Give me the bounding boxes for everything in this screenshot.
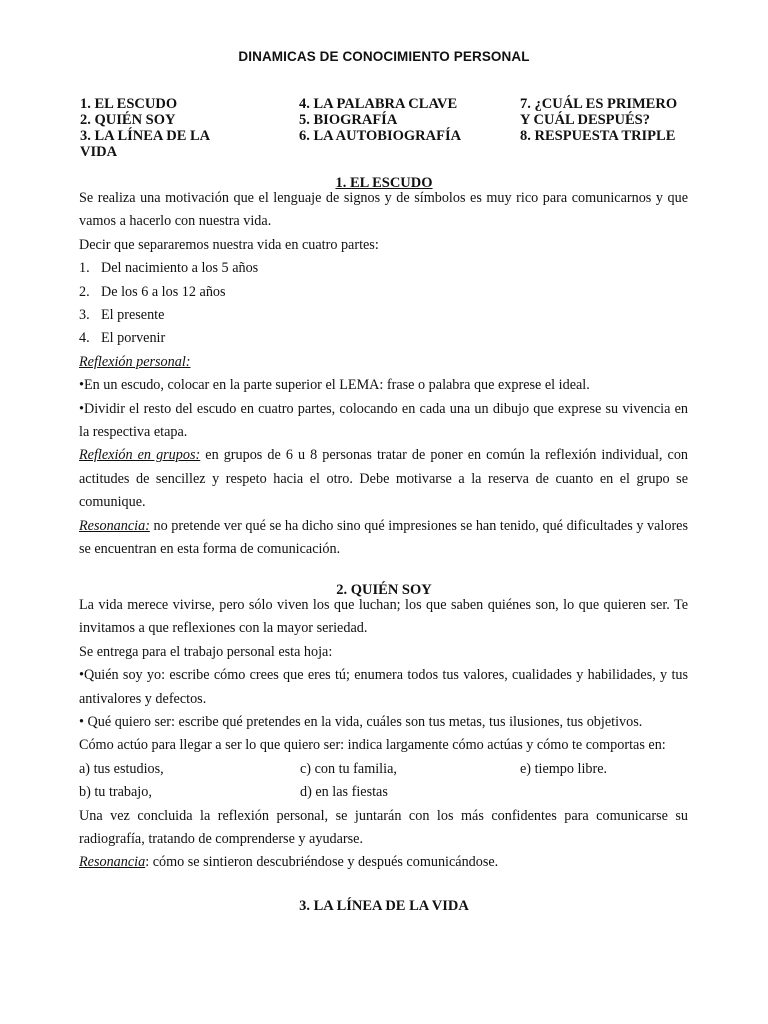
option-item: d) en las fiestas [300,784,388,801]
toc-item: 7. ¿CUÁL ES PRIMERO [520,96,678,112]
section-2-heading: 2. QUIÉN SOY [336,582,432,598]
option-item: a) tus estudios, [79,760,164,777]
reflexion-grupos-paragraph: Reflexión en grupos: en grupos de 6 u 8 personas tratar de poner en común la reflexión individual, con actitudes de sencillez y respeto hacia el otro. Debe motivarse a la reserva de cuanto en el grupo se comunique. [79,447,689,511]
section-1-body [79,187,688,562]
section-2-body [79,594,688,875]
list-item: 2. De los 6 a los 12 años [79,283,226,300]
option-item: e) tiempo libre. [520,760,608,777]
section-2-conclusion: Una vez concluida la reflexión personal, se juntarán con los más confidentes para comunicarse su radiografía, tratando de comprenderse y ayudarse. [79,807,688,848]
section-2-como: Cómo actúo para llegar a ser lo que quiero ser: indica largamente cómo actúas y cómo te comportas en: [79,737,666,754]
toc-column-1 [80,96,210,160]
toc-item: Y CUÁL DESPUÉS? [520,112,650,128]
section-2-entrega: Se entrega para el trabajo personal esta hoja: [79,643,333,660]
section-1-intro: Se realiza una motivación que el lenguaje de signos y de símbolos es muy rico para comunicarnos y que vamos a hacerlo con nuestra vida. [79,190,688,230]
reflexion-personal-label: Reflexión personal: [79,353,191,370]
options-row [79,781,688,804]
toc-column-3 [520,96,677,144]
toc-item: 5. BIOGRAFÍA [299,112,398,128]
toc-column-2 [299,96,461,144]
toc-item: VIDA [80,144,118,160]
bullet-item: •Dividir el resto del escudo en cuatro partes, colocando en cada una un dibujo que exprese su vivencia en la respectiva etapa. [79,400,688,441]
section-1-heading: 1. EL ESCUDO [335,175,433,191]
option-item: c) con tu familia, [300,760,397,777]
toc-item: 8. RESPUESTA TRIPLE [520,128,676,144]
section-1-decir: Decir que separaremos nuestra vida en cuatro partes: [79,236,379,253]
section-2-intro: La vida merece vivirse, pero sólo viven los que luchan; los que saben quiénes son, lo que quieren ser. Te invitamos a que reflexiones con la mayor seriedad. [79,597,688,637]
toc-item: 2. QUIÉN SOY [80,112,176,128]
options-row [79,758,688,781]
section-3-heading: 3. LA LÍNEA DE LA VIDA [299,898,469,914]
option-item: b) tu trabajo, [79,784,152,801]
bullet-item: •En un escudo, colocar en la parte superior el LEMA: frase o palabra que exprese el ideal. [79,377,590,394]
toc-item: 1. EL ESCUDO [80,96,178,112]
list-item: 1. Del nacimiento a los 5 años [79,260,259,277]
resonancia-paragraph: Resonancia: cómo se sintieron descubriéndose y después comunicándose. [79,854,499,871]
bullet-item: • Qué quiero ser: escribe qué pretendes en la vida, cuáles son tus metas, tus ilusiones, tus objetivos. [79,714,643,731]
stages-list [79,257,688,351]
list-item: 4. El porvenir [79,330,166,347]
toc-item: 6. LA AUTOBIOGRAFÍA [299,128,462,144]
list-item: 3. El presente [79,307,165,324]
document-title: DINAMICAS DE CONOCIMIENTO PERSONAL [238,49,530,64]
resonancia-paragraph: Resonancia: no pretende ver qué se ha dicho sino qué impresiones se han tenido, qué dificultades y valores se encuentran en esta forma de comunicación. [79,517,688,558]
toc-item: 3. LA LÍNEA DE LA [80,128,211,144]
bullet-item: •Quién soy yo: escribe cómo crees que eres tú; enumera todos tus valores, cualidades y habilidades, y tus antivalores y defectos. [79,667,688,707]
toc-item: 4. LA PALABRA CLAVE [299,96,458,112]
